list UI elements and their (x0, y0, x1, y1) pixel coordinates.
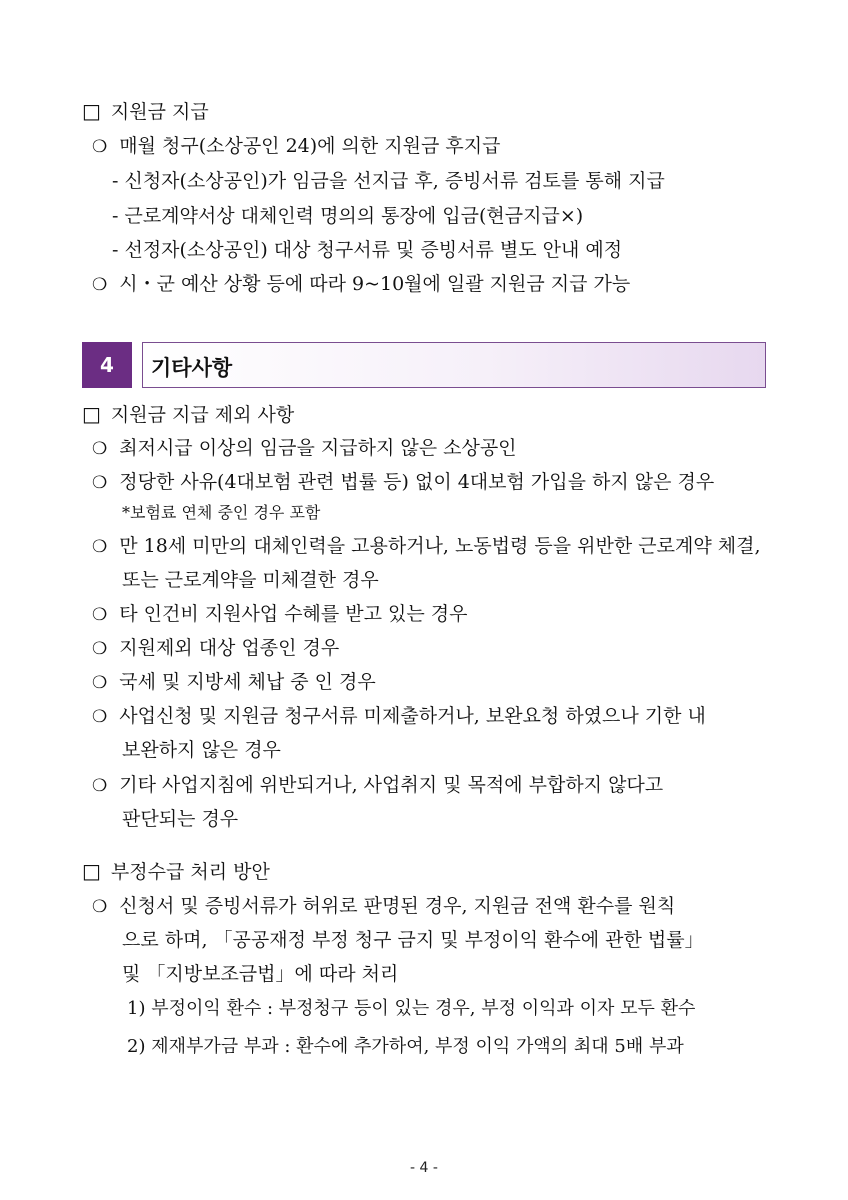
heading-payment (82, 98, 209, 125)
section-title: 기타사항 (151, 356, 233, 380)
bullet (92, 893, 675, 920)
bullet-text: 국세 및 지방세 체납 중 인 경우 (119, 671, 376, 693)
circle-bullet-icon: ❍ (92, 707, 108, 727)
bullet (92, 703, 706, 730)
dash-item: - 선정자(소상공인) 대상 청구서류 및 증빙서류 별도 안내 예정 (112, 239, 623, 261)
checkbox-square-icon: □ (82, 859, 101, 883)
section-number: 4 (82, 342, 132, 388)
bullet (92, 271, 630, 298)
bullet (92, 435, 517, 462)
heading-exclusions (82, 401, 294, 428)
circle-bullet-icon: ❍ (92, 605, 108, 625)
circle-bullet-icon: ❍ (92, 639, 108, 659)
heading-text: 지원금 지급 제외 사항 (110, 404, 295, 426)
bullet-text: 최저시급 이상의 임금을 지급하지 않은 소상공인 (119, 437, 517, 459)
circle-bullet-icon: ❍ (92, 776, 108, 796)
bullet-text: 매월 청구(소상공인 24)에 의한 지원금 후지급 (119, 135, 501, 157)
bullet-text: 타 인건비 지원사업 수혜를 받고 있는 경우 (119, 603, 468, 625)
page-number: - 4 - (410, 1160, 438, 1176)
dash-item: - 근로계약서상 대체인력 명의의 통장에 입금(현금지급×) (112, 205, 584, 227)
bullet-text: 시・군 예산 상황 등에 따라 9~10월에 일괄 지원금 지급 가능 (119, 273, 631, 295)
bullet-text: 만 18세 미만의 대체인력을 고용하거나, 노동법령 등을 위반한 근로계약 체결, (119, 535, 761, 557)
bullet-text: 사업신청 및 지원금 청구서류 미제출하거나, 보완요청 하였으나 기한 내 (119, 705, 706, 727)
dash-item: - 신청자(소상공인)가 임금을 선지급 후, 증빙서류 검토를 통해 지급 (112, 170, 665, 192)
heading-fraud (82, 858, 270, 885)
circle-bullet-icon: ❍ (92, 439, 108, 459)
circle-bullet-icon: ❍ (92, 275, 108, 295)
section-header (82, 342, 766, 388)
section-title-box (142, 342, 766, 388)
bullet-continuation: 으로 하며, 「공공재정 부정 청구 금지 및 부정이익 환수에 관한 법률」 (122, 929, 704, 951)
bullet-text: 기타 사업지침에 위반되거나, 사업취지 및 목적에 부합하지 않다고 (119, 774, 664, 796)
circle-bullet-icon: ❍ (92, 673, 108, 693)
bullet-continuation: 또는 근로계약을 미체결한 경우 (122, 569, 379, 591)
circle-bullet-icon: ❍ (92, 897, 108, 917)
bullet-continuation: 보완하지 않은 경우 (122, 739, 281, 761)
bullet-text: 정당한 사유(4대보험 관련 법률 등) 없이 4대보험 가입을 하지 않은 경우 (119, 471, 715, 493)
circle-bullet-icon: ❍ (92, 473, 108, 493)
checkbox-square-icon: □ (82, 99, 101, 123)
heading-text: 지원금 지급 (110, 101, 209, 123)
bullet (92, 133, 500, 160)
numbered-item: 2) 제재부가금 부과 : 환수에 추가하여, 부정 이익 가액의 최대 5배 부과 (127, 1036, 684, 1057)
bullet-text: 신청서 및 증빙서류가 허위로 판명된 경우, 지원금 전액 환수를 원칙 (119, 895, 676, 917)
bullet (92, 601, 468, 628)
bullet (92, 669, 376, 696)
bullet-continuation: 및 「지방보조금법」에 따라 처리 (122, 963, 399, 985)
bullet-continuation: 판단되는 경우 (122, 808, 239, 830)
note: *보험료 연체 중인 경우 포함 (122, 503, 321, 522)
bullet (92, 533, 760, 560)
checkbox-square-icon: □ (82, 402, 101, 426)
bullet (92, 772, 663, 799)
bullet-text: 지원제외 대상 업종인 경우 (119, 637, 340, 659)
bullet (92, 469, 714, 496)
heading-text: 부정수급 처리 방안 (110, 861, 270, 883)
bullet (92, 635, 339, 662)
circle-bullet-icon: ❍ (92, 137, 108, 157)
circle-bullet-icon: ❍ (92, 537, 108, 557)
numbered-item: 1) 부정이익 환수 : 부정청구 등이 있는 경우, 부정 이익과 이자 모두 환수 (127, 998, 696, 1019)
